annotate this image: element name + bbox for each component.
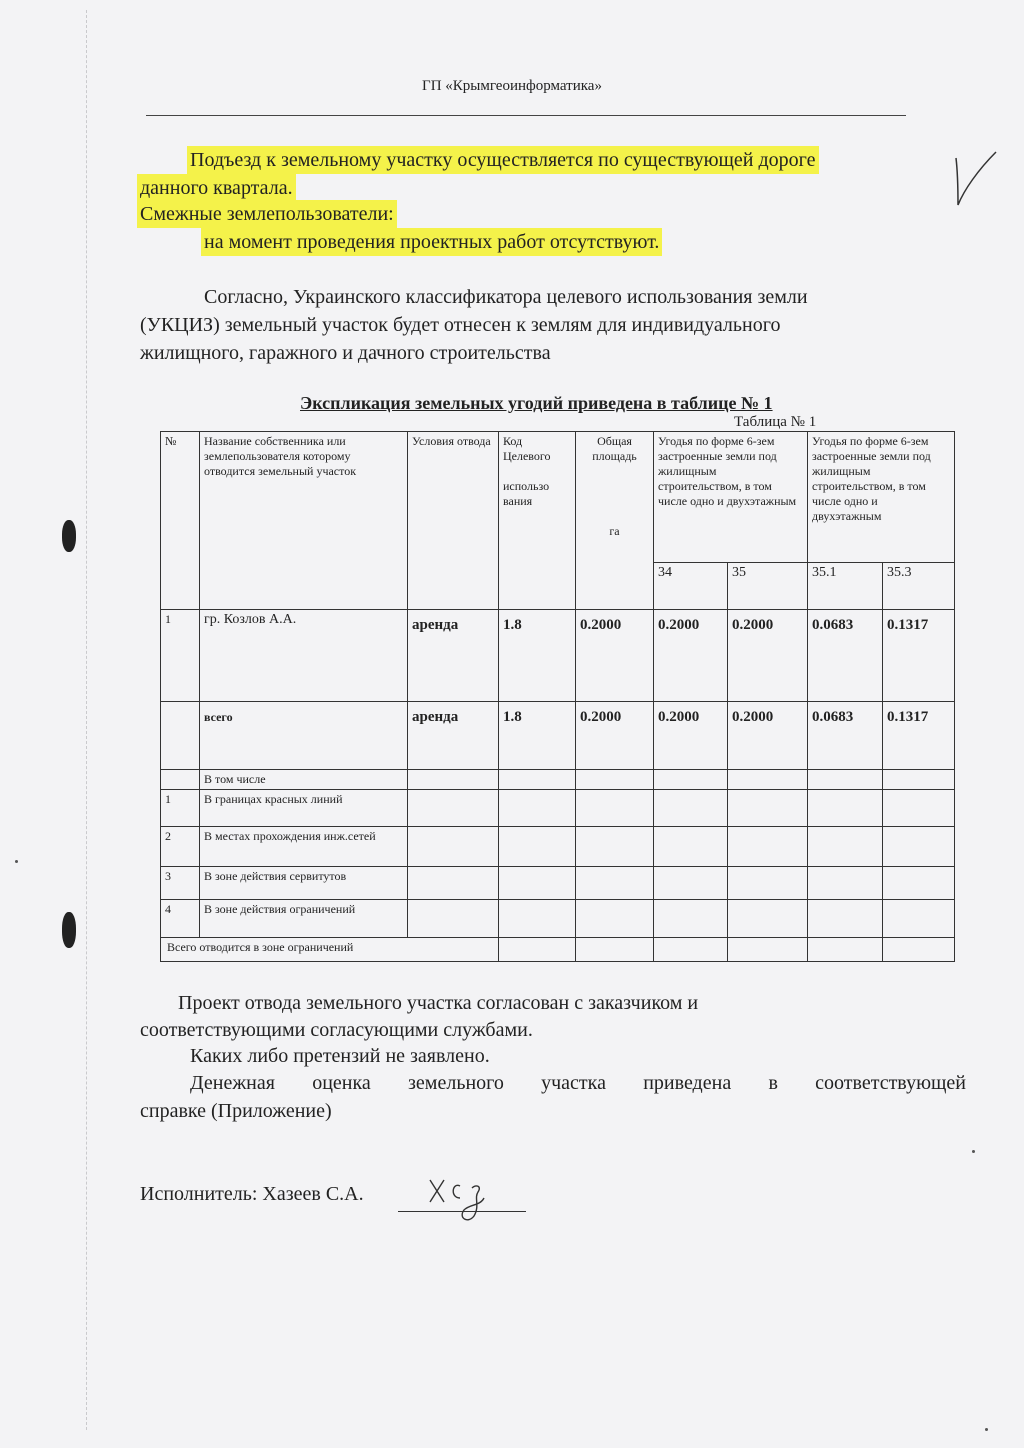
row1-c34: 0.2000 bbox=[654, 610, 728, 702]
speck bbox=[15, 860, 18, 863]
para2-line-3: Каких либо претензий не заявлено. bbox=[190, 1045, 490, 1067]
row1-code: 1.8 bbox=[499, 610, 576, 702]
header-col-34: 34 bbox=[654, 563, 728, 610]
table-row bbox=[161, 770, 955, 790]
para1-line-2: (УКЦИЗ) земельный участок будет отнесен к землям для индивидуального bbox=[140, 314, 781, 336]
footer-label: Всего отводится в зоне ограничений bbox=[161, 938, 499, 962]
row1-owner: гр. Козлов А.А. bbox=[200, 610, 408, 702]
header-divider bbox=[146, 115, 906, 116]
table-row bbox=[161, 610, 955, 702]
speck bbox=[972, 1150, 975, 1153]
total-c35: 0.2000 bbox=[728, 702, 808, 770]
speck bbox=[985, 1428, 988, 1431]
handwritten-signature-icon bbox=[424, 1168, 504, 1228]
para1-line-1: Согласно, Украинского классификатора целевого использования земли bbox=[204, 286, 808, 308]
header-code: Код Целевого использо вания bbox=[499, 432, 576, 610]
table-row-total bbox=[161, 702, 955, 770]
para2-line-5: справке (Приложение) bbox=[140, 1100, 332, 1122]
header-col-35-1: 35.1 bbox=[808, 563, 883, 610]
header-conditions: Условия отвода bbox=[408, 432, 499, 610]
para1-line-3: жилищного, гаражного и дачного строительства bbox=[140, 342, 551, 364]
highlight-line-4: на момент проведения проектных работ отсутствуют. bbox=[204, 231, 660, 253]
table-row: 2 В местах прохождения инж.сетей bbox=[161, 827, 955, 867]
header-col-35: 35 bbox=[728, 563, 808, 610]
total-c353: 0.1317 bbox=[883, 702, 955, 770]
hole-punch-mark bbox=[62, 912, 76, 948]
table-row-footer bbox=[161, 938, 955, 962]
header-num: № bbox=[161, 432, 200, 610]
table-row: 4 В зоне действия ограничений bbox=[161, 900, 955, 938]
header-col-35-3: 35.3 bbox=[883, 563, 955, 610]
para2-line-4: Денежная оценка земельного участка приведена в соответствующей bbox=[190, 1072, 966, 1094]
handwritten-check-icon bbox=[950, 150, 1000, 210]
total-label: всего bbox=[200, 702, 408, 770]
total-conditions: аренда bbox=[408, 702, 499, 770]
table-caption: Экспликация земельных угодий приведена в таблице № 1 bbox=[300, 393, 773, 413]
highlight-line-1: Подъезд к земельному участку осуществляется по существующей дороге bbox=[190, 149, 816, 171]
row1-c351: 0.0683 bbox=[808, 610, 883, 702]
margin-line bbox=[86, 10, 87, 1430]
total-c34: 0.2000 bbox=[654, 702, 728, 770]
including-label: В том числе bbox=[200, 770, 408, 790]
table-row: 3 В зоне действия сервитутов bbox=[161, 867, 955, 900]
header-owner: Название собственника или землепользователя которому отводится земельный участок bbox=[200, 432, 408, 610]
row1-c35: 0.2000 bbox=[728, 610, 808, 702]
row1-area: 0.2000 bbox=[576, 610, 654, 702]
table-row: 1 В границах красных линий bbox=[161, 790, 955, 827]
table-number: Таблица № 1 bbox=[734, 414, 817, 430]
row1-c353: 0.1317 bbox=[883, 610, 955, 702]
total-area: 0.2000 bbox=[576, 702, 654, 770]
explication-table bbox=[160, 431, 955, 962]
para2-line-2: соответствующими согласующими службами. bbox=[140, 1019, 533, 1041]
total-c351: 0.0683 bbox=[808, 702, 883, 770]
total-code: 1.8 bbox=[499, 702, 576, 770]
highlight-line-3: Смежные землепользователи: bbox=[140, 203, 394, 225]
highlight-line-2: данного квартала. bbox=[140, 177, 293, 199]
org-header: ГП «Крымгеоинформатика» bbox=[422, 78, 602, 94]
executor-label: Исполнитель: Хазеев С.А. bbox=[140, 1183, 364, 1205]
para2-line-1: Проект отвода земельного участка согласован с заказчиком и bbox=[178, 992, 699, 1014]
header-group-2: Угодья по форме 6-зем застроенные земли под жилищным строительством, в том числе одно и двухэтажным bbox=[808, 432, 955, 563]
hole-punch-mark bbox=[62, 520, 76, 552]
row1-num: 1 bbox=[161, 610, 200, 702]
header-group-1: Угодья по форме 6-зем застроенные земли под жилищным строительством, в том числе одно и двухэтажным bbox=[654, 432, 808, 563]
header-area: Общая площадь га bbox=[576, 432, 654, 610]
row1-conditions: аренда bbox=[408, 610, 499, 702]
